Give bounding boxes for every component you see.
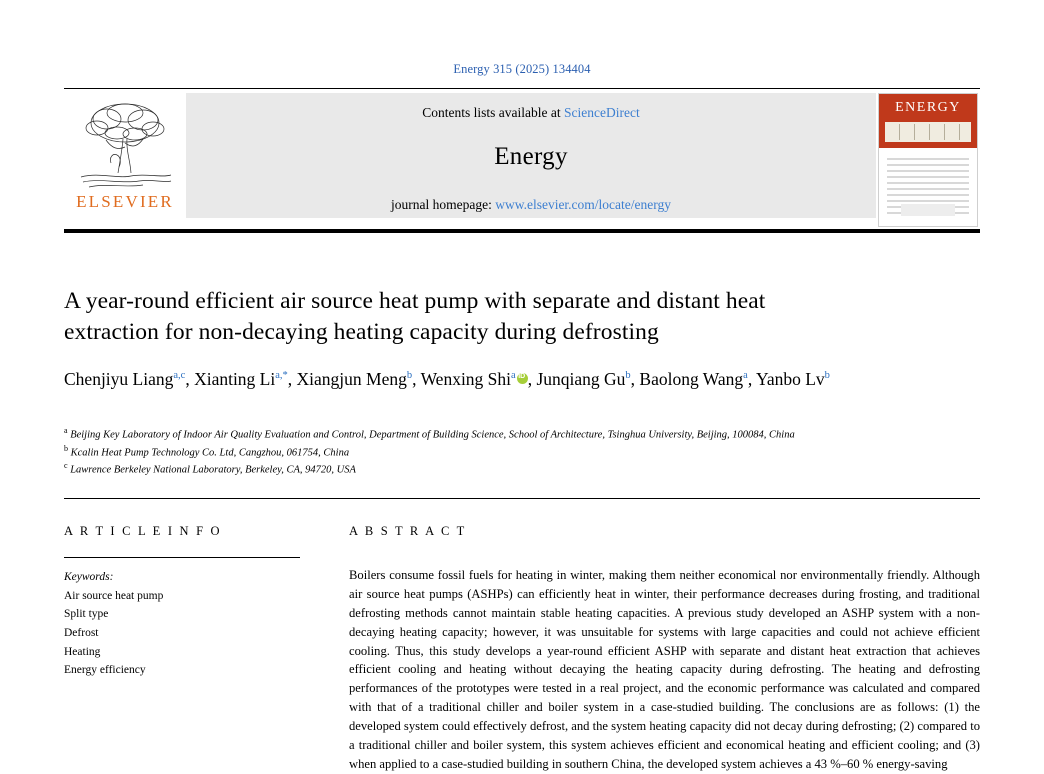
- keyword-item: Split type: [64, 608, 109, 621]
- author-marks: b: [625, 370, 631, 382]
- orcid-icon[interactable]: [517, 373, 528, 384]
- keyword-item: Energy efficiency: [64, 664, 146, 677]
- author-name: Chenjiyu Liang: [64, 369, 174, 389]
- homepage-prefix: journal homepage:: [390, 196, 492, 212]
- cover-title: ENERGY: [895, 100, 961, 115]
- author-name: Xiangjun Meng: [296, 369, 407, 389]
- author-name: Yanbo Lv: [755, 369, 825, 389]
- author-marks: a: [511, 370, 516, 382]
- author-marks: b: [406, 370, 413, 382]
- contents-line: [422, 105, 639, 121]
- section-divider: [64, 498, 980, 499]
- author-name: Junqiang Gu: [536, 369, 626, 389]
- abstract-heading: A B S T R A C T: [349, 524, 467, 538]
- journal-title: Energy: [494, 142, 568, 170]
- author-marks: a: [743, 370, 748, 382]
- page-title: A year-round efficient air source heat pump with separate and distant heat extraction for non-decaying heating capacity during defrosting: [64, 288, 766, 346]
- affiliation-item: [64, 460, 864, 478]
- abstract-column: [349, 524, 980, 774]
- cover-stripe: [885, 122, 971, 142]
- abstract-text: Boilers consume fossil fuels for heating in winter, making them neither economical nor environmentally friendly. Although air source heat pumps (ASHPs) can efficiently heat in winter, their performance decreases during frosting, and traditional defrosting methods cannot maintain stable heating capacities. A previous study developed an ASHP system with a non-decaying heating capacity; however, it was unsuitable for systems with large capacities and could not achieve efficient cooling. Thus, this study develops a year-round efficient ASHP with separate and distant heat extraction that achieves efficient cooling and heating without decaying the heating capacity during defrosting. The heating and defrosting performances of the prototypes were tested in a real project, and the economic performance was calculated and compared with that of a traditional chiller and boiler system in a case-studied building. The conclusions are as follows: (1) the developed system could effectively defrost, and the system heating capacity did not decay during defrosting; (2) compared to a traditional chiller and boiler system, this system achieves efficient and economical heating and efficient cooling; and (3) when applied to a case-studied building in southern China, the developed system achieves a 43 %–60 % energy-saving: [349, 568, 980, 771]
- author-marks: b: [824, 370, 830, 382]
- homepage-line: [391, 197, 671, 213]
- affiliation-mark: a: [64, 426, 68, 435]
- contents-prefix: Contents lists available at: [422, 104, 561, 120]
- article-info-rule: [64, 557, 300, 558]
- journal-masthead: [64, 88, 980, 228]
- author-name: Xianting Li: [194, 369, 276, 389]
- publisher-logo: [64, 89, 186, 228]
- article-info-column: [64, 524, 300, 680]
- cover-thumbnail: [878, 93, 978, 227]
- elsevier-tree-icon: [73, 93, 177, 191]
- cover-footer-block: [901, 204, 955, 216]
- journal-cover: [876, 93, 980, 228]
- author-marks: a,*: [275, 370, 288, 382]
- affiliation-text: Lawrence Berkeley National Laboratory, Berkeley, CA, 94720, USA: [70, 464, 356, 476]
- running-head: [0, 62, 1044, 77]
- author-list: Chenjiyu Liang$^{a,c}$, Xianting $Li^{a,*}$, Xiangjun Meng$^b$, Wenxing Shi$^a$ iD , Junqiang Gu$^b$, Baolong Wang$^a$, Yanbo Lv$^b$: [64, 366, 894, 392]
- journal-reference: Energy 315 (2025) 134404: [453, 62, 591, 76]
- affiliation-list: [64, 425, 864, 478]
- sciencedirect-link[interactable]: ScienceDirect: [564, 104, 640, 120]
- keyword-item: Air source heat pump: [64, 589, 164, 602]
- masthead-bottom-rule: [64, 229, 980, 233]
- affiliation-mark: b: [64, 443, 68, 453]
- elsevier-wordmark: ELSEVIER: [76, 192, 174, 211]
- keyword-item: Heating: [64, 645, 101, 658]
- author-name: Wenxing Shi: [420, 369, 512, 389]
- affiliation-mark: c: [64, 461, 68, 471]
- affiliation-item: [64, 425, 864, 443]
- affiliation-text: Kcalin Heat Pump Technology Co. Ltd, Cangzhou, 061754, China: [70, 447, 350, 459]
- affiliation-text: Beijing Key Laboratory of Indoor Air Quality Evaluation and Control, Department of Building Science, School of Architecture, Tsinghua University, Beijing, 100084, China: [70, 429, 795, 441]
- journal-homepage-link[interactable]: www.elsevier.com/locate/energy: [495, 196, 672, 212]
- author-name: Baolong Wang: [639, 369, 744, 389]
- keywords-heading: Keywords:: [64, 571, 114, 583]
- affiliation-item: [64, 443, 864, 461]
- masthead-center: [186, 93, 876, 218]
- keyword-item: Defrost: [64, 626, 99, 639]
- article-info-heading: A R T I C L E I N F O: [64, 524, 222, 538]
- keywords-block: [64, 568, 300, 680]
- author-marks: a,c: [173, 370, 186, 382]
